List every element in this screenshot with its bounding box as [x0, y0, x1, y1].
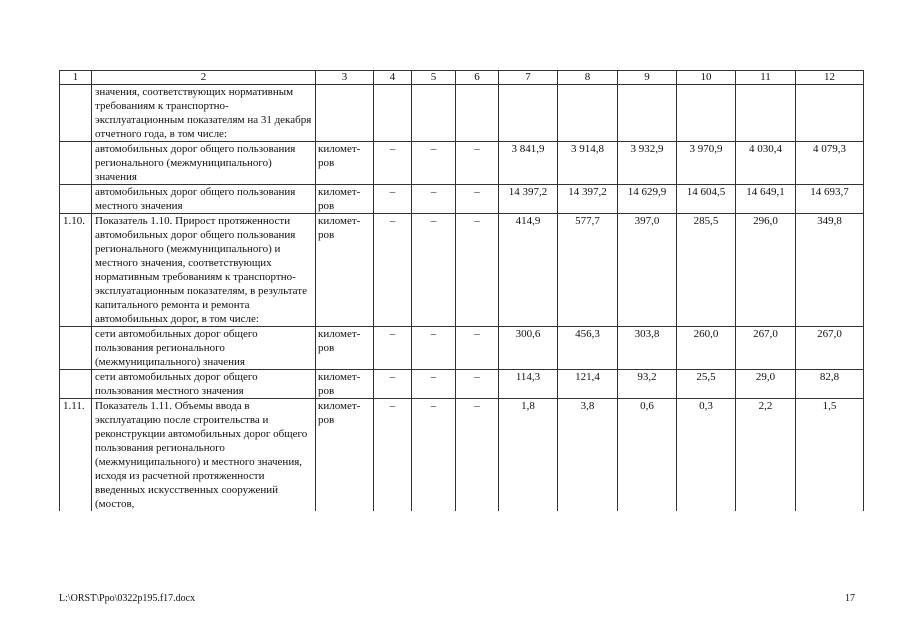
- row-value: 3 914,8: [558, 142, 618, 185]
- row-col4: –: [374, 142, 412, 185]
- column-number: 1: [60, 71, 92, 85]
- row-value: 82,8: [796, 370, 864, 399]
- row-unit: километ-ров: [316, 327, 374, 370]
- row-value: [499, 85, 558, 142]
- row-value: 3 841,9: [499, 142, 558, 185]
- row-unit: [316, 85, 374, 142]
- row-col5: [412, 85, 456, 142]
- row-value: 260,0: [677, 327, 736, 370]
- row-value: 267,0: [736, 327, 796, 370]
- row-value: 14 649,1: [736, 185, 796, 214]
- row-value: 0,3: [677, 399, 736, 512]
- row-value: 1,8: [499, 399, 558, 512]
- row-col5: –: [412, 399, 456, 512]
- row-description: Показатель 1.11. Объемы ввода в эксплуатацию после строительства и реконструкции автомобильных дорог общего пользования регионального (межмуниципального) и местного значения, исходя из расчетной протяженности введенных искусственных сооружений (мостов,: [92, 399, 316, 512]
- row-col5: –: [412, 214, 456, 327]
- row-description: значения, соответствующих нормативным требованиям к транспортно-эксплуатационным показателям на 31 декабря отчетного года, в том числе:: [92, 85, 316, 142]
- row-col6: –: [456, 370, 499, 399]
- row-col6: –: [456, 142, 499, 185]
- row-value: 25,5: [677, 370, 736, 399]
- row-value: 3 932,9: [618, 142, 677, 185]
- row-unit: километ-ров: [316, 142, 374, 185]
- column-number: 6: [456, 71, 499, 85]
- row-col4: [374, 85, 412, 142]
- row-id: [60, 142, 92, 185]
- row-col6: –: [456, 327, 499, 370]
- column-number-row: [60, 71, 864, 85]
- row-description: сети автомобильных дорог общего пользования местного значения: [92, 370, 316, 399]
- row-value: 267,0: [796, 327, 864, 370]
- row-description: Показатель 1.10. Прирост протяженности автомобильных дорог общего пользования регионального (межмуниципального) и местного значения, соответствующих нормативным требованиям к транспортно-эксплуатационным показателям, в результате капитального ремонта и ремонта автомобильных дорог, в том числе:: [92, 214, 316, 327]
- row-description: сети автомобильных дорог общего пользования регионального (межмуниципального) значения: [92, 327, 316, 370]
- row-value: 414,9: [499, 214, 558, 327]
- row-unit: километ-ров: [316, 370, 374, 399]
- row-value: [618, 85, 677, 142]
- column-number: 4: [374, 71, 412, 85]
- row-value: 14 397,2: [499, 185, 558, 214]
- row-value: [677, 85, 736, 142]
- row-col5: –: [412, 185, 456, 214]
- row-col4: –: [374, 399, 412, 512]
- row-value: [558, 85, 618, 142]
- row-col6: –: [456, 214, 499, 327]
- column-number: 8: [558, 71, 618, 85]
- row-id: 1.11.: [60, 399, 92, 512]
- column-number: 5: [412, 71, 456, 85]
- row-value: 303,8: [618, 327, 677, 370]
- row-id: [60, 327, 92, 370]
- table-row: [60, 142, 864, 185]
- row-value: 397,0: [618, 214, 677, 327]
- table-row: [60, 214, 864, 327]
- row-value: 349,8: [796, 214, 864, 327]
- row-unit: километ-ров: [316, 214, 374, 327]
- indicator-table: [59, 70, 864, 511]
- row-id: [60, 185, 92, 214]
- table-row: [60, 185, 864, 214]
- row-value: 1,5: [796, 399, 864, 512]
- row-value: 114,3: [499, 370, 558, 399]
- row-col5: –: [412, 142, 456, 185]
- row-col4: –: [374, 327, 412, 370]
- footer-file-path: L:\ORST\Ppo\0322p195.f17.docx: [59, 593, 196, 604]
- column-number: 3: [316, 71, 374, 85]
- row-col4: –: [374, 185, 412, 214]
- row-value: 3,8: [558, 399, 618, 512]
- table-row: [60, 370, 864, 399]
- row-description: автомобильных дорог общего пользования регионального (межмуниципального) значения: [92, 142, 316, 185]
- row-value: 4 079,3: [796, 142, 864, 185]
- row-col4: –: [374, 214, 412, 327]
- row-value: 3 970,9: [677, 142, 736, 185]
- row-value: 121,4: [558, 370, 618, 399]
- row-value: 300,6: [499, 327, 558, 370]
- column-number: 11: [736, 71, 796, 85]
- column-number: 2: [92, 71, 316, 85]
- column-number: 9: [618, 71, 677, 85]
- row-col6: [456, 85, 499, 142]
- row-value: 577,7: [558, 214, 618, 327]
- row-id: [60, 85, 92, 142]
- row-value: 285,5: [677, 214, 736, 327]
- row-col6: –: [456, 399, 499, 512]
- table-row: [60, 327, 864, 370]
- row-col5: –: [412, 327, 456, 370]
- table-row: [60, 399, 864, 512]
- column-number: 10: [677, 71, 736, 85]
- row-description: автомобильных дорог общего пользования местного значения: [92, 185, 316, 214]
- row-value: 14 629,9: [618, 185, 677, 214]
- row-value: 29,0: [736, 370, 796, 399]
- row-value: 4 030,4: [736, 142, 796, 185]
- row-value: [796, 85, 864, 142]
- row-value: 14 693,7: [796, 185, 864, 214]
- row-value: 93,2: [618, 370, 677, 399]
- row-value: 456,3: [558, 327, 618, 370]
- column-number: 7: [499, 71, 558, 85]
- table-row: [60, 85, 864, 142]
- row-col6: –: [456, 185, 499, 214]
- column-number: 12: [796, 71, 864, 85]
- row-value: 296,0: [736, 214, 796, 327]
- row-value: 0,6: [618, 399, 677, 512]
- page-number: 17: [845, 593, 855, 604]
- row-value: 2,2: [736, 399, 796, 512]
- row-col5: –: [412, 370, 456, 399]
- row-value: 14 604,5: [677, 185, 736, 214]
- row-unit: километ-ров: [316, 399, 374, 512]
- row-id: [60, 370, 92, 399]
- row-value: 14 397,2: [558, 185, 618, 214]
- row-col4: –: [374, 370, 412, 399]
- row-unit: километ-ров: [316, 185, 374, 214]
- row-id: 1.10.: [60, 214, 92, 327]
- row-value: [736, 85, 796, 142]
